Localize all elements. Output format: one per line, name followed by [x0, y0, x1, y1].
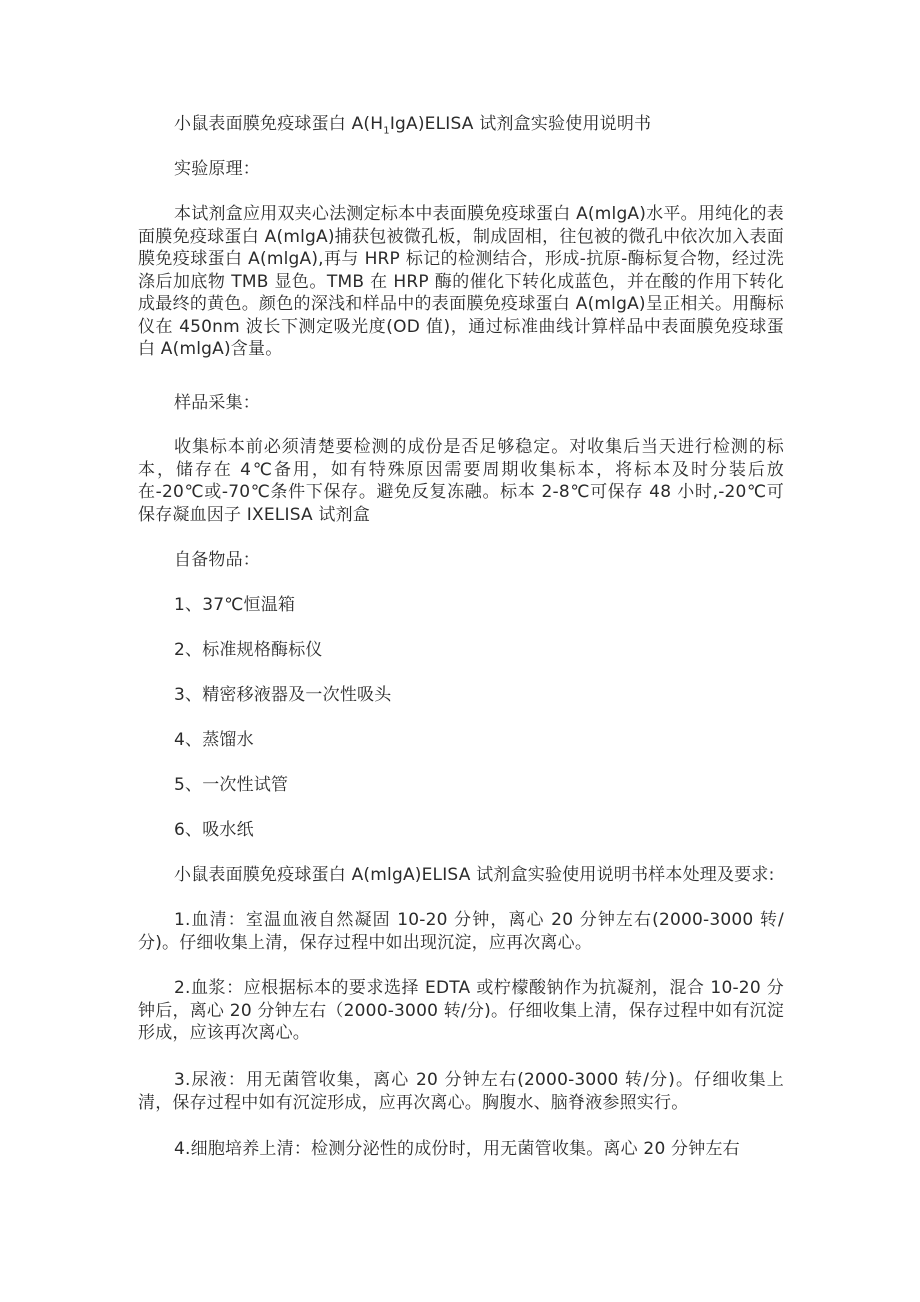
- sample-heading: 样品采集：: [174, 393, 260, 413]
- principle-paragraph: 本试剂盒应用双夹心法测定标本中表面膜免疫球蛋白 A(mlgA)水平。用纯化的表面膜免疫球蛋白 A(mlgA)捕获包被微孔板，制成固相，往包被的微孔中依次加入表面膜免疫球蛋白 A(mlgA),再与 HRP 标记的检测结合，形成-抗原-酶标复合物，经过洗涤后加底物 TMB 显色。TMB 在 HRP 酶的催化下转化成蓝色，并在酸的作用下转化成最终的黄色。颜色的深浅和样品中的表面膜免疫球蛋白 A(mlgA)呈正相关。用酶标仪在 450nm 波长下测定吸光度(OD 值)，通过标准曲线计算样品中表面膜免疫球蛋白 A(mlgA)含量。: [138, 204, 784, 359]
- materials-item: 1、37℃恒温箱: [174, 595, 296, 615]
- title-subscript: 1: [383, 125, 390, 137]
- principle-heading: 实验原理：: [174, 159, 260, 179]
- serum-paragraph: 1.血清：室温血液自然凝固 10-20 分钟，离心 20 分钟左右(2000-3000 转/分)。仔细收集上清，保存过程中如出现沉淀，应再次离心。: [138, 910, 784, 953]
- cell-culture-paragraph: 4.细胞培养上清：检测分泌性的成份时，用无菌管收集。离心 20 分钟左右: [174, 1139, 740, 1159]
- materials-item: 3、精密移液器及一次性吸头: [174, 685, 392, 705]
- materials-item: 4、蒸馏水: [174, 730, 254, 750]
- urine-paragraph: 3.尿液：用无菌管收集，离心 20 分钟左右(2000-3000 转/分)。仔细收集上清，保存过程中如有沉淀形成，应再次离心。胸腹水、脑脊液参照实行。: [138, 1070, 784, 1113]
- title-text-start: 小鼠表面膜免疫球蛋白 A(H: [174, 114, 384, 134]
- plasma-paragraph: 2.血浆：应根据标本的要求选择 EDTA 或柠檬酸钠作为抗凝剂，混合 10-20 分钟后，离心 20 分钟左右（2000-3000 转/分)。仔细收集上清，保存过程中如有沉淀形成，应该再次离心。: [138, 978, 784, 1043]
- title-text-end: IgA)ELISA 试剂盒实验使用说明书: [389, 114, 652, 134]
- sample-paragraph: 收集标本前必须清楚要检测的成份是否足够稳定。对收集后当天进行检测的标本，储存在 4℃备用，如有特殊原因需要周期收集标本，将标本及时分装后放在-20℃或-70℃条件下保存。避免反复冻融。标本 2-8℃可保存 48 小时,-20℃可保存凝血因子 IXELISA 试剂盒: [138, 437, 784, 525]
- document-title: [174, 113, 784, 136]
- materials-item: 5、一次性试管: [174, 775, 289, 795]
- materials-item: 6、吸水纸: [174, 820, 254, 840]
- materials-item: 2、标准规格酶标仪: [174, 640, 323, 660]
- processing-heading: 小鼠表面膜免疫球蛋白 A(mlgA)ELISA 试剂盒实验使用说明书样本处理及要求:: [174, 865, 775, 885]
- materials-heading: 自备物品：: [174, 550, 260, 570]
